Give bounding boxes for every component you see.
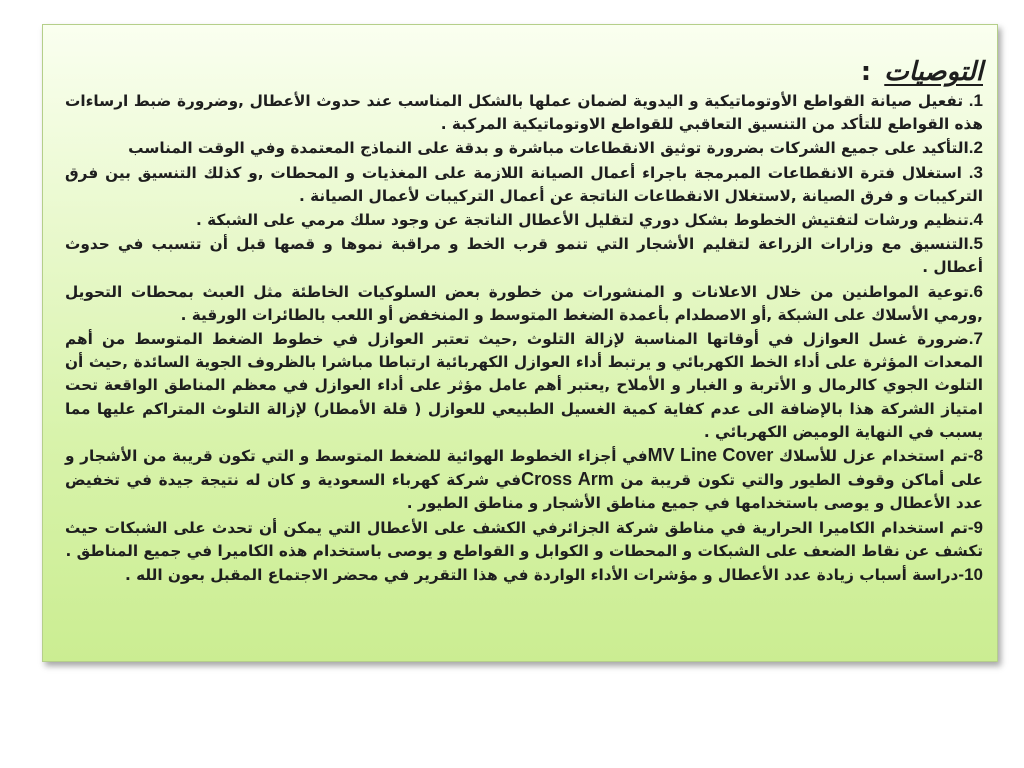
recommendation-10 [65,563,983,587]
item-text: تم استخدام الكاميرا الحرارية في مناطق شركة الجزائرفي الكشف على الأعطال التي يمكن أن تحدث على الشبكات حيث تكشف عن نقاط الضعف على الشبكات و المحطات و الكوابل و القواطع و يوصى باستخدام هذه الكاميرا في جميع المناطق . [65,518,983,560]
title-colon: : [860,57,872,87]
item-number: 3. [968,162,983,182]
title-text: التوصيات [884,57,983,87]
slide-content [65,55,983,587]
item-text: تم استخدام عزل للأسلاك [773,447,968,466]
item-text: التأكيد على جميع الشركات بضرورة توثيق الانقطاعات مباشرة و بدقة على النماذج المعتمدة وفي الوقت المناسب [128,139,969,158]
item-latin-term: Cross Arm [521,469,614,490]
recommendation-4 [65,208,983,232]
item-number: 1. [968,91,983,110]
item-text: دراسة أسباب زيادة عدد الأعطال و مؤشرات الأداء الواردة في هذا التقرير في محضر الاجتماع المقبل بعون الله . [124,566,959,585]
recommendation-7 [65,327,983,444]
recommendation-9 [65,516,983,563]
item-number: 6. [968,281,983,301]
item-number: 5. [968,234,983,254]
slide [42,24,998,662]
recommendation-2 [65,136,983,160]
item-number: 9- [967,517,983,537]
item-text: في شركة كهرباء السعودية و كان له نتيجة جيدة في تخفيض عدد الأعطال و يوصى باستخدامها في جميع مناطق الأشجار و مناطق الطيور . [65,471,983,513]
recommendation-8 [65,444,983,516]
item-text: ضرورة غسل العوازل في أوقاتها المناسبة لإزالة التلوث ,حيث تعتبر العوازل في خطوط الضغط المتوسط من أهم المعدات المؤثرة على أداء الخط الكهربائي و يرتبط أداء العوازل الكهربائية ارتباطا مباشرا بالظروف الجوية السائدة ,حيث أن التلوث الجوي كالرمال و الأتربة و الغبار و الأملاح ,يعتبر أهم عامل مؤثر على أداء العوازل في معظم المناطق الواقعة تحت امتياز الشركة هذا بالإضافة الى عدم كفاية كمية الغسيل الطبيعي للعوازل ( قلة الأمطار) لإزالة التلوث المتراكم عليها مما يسبب في النهاية الوميض الكهربائي . [65,330,983,441]
item-text: التنسيق مع وزارات الزراعة لتقليم الأشجار التي تنمو قرب الخط و مراقبة نموها و قصها قبل أن تتسبب في حدوث أعطال . [65,235,983,277]
recommendation-1 [65,89,983,136]
recommendation-5 [65,232,983,279]
item-number: 2. [968,138,983,158]
item-text: تفعيل صيانة القواطع الأوتوماتيكية و اليدوية لضمان عملها بالشكل المناسب عند حدوث الأعطال ,وضرورة ضبط ارساءات هذه القواطع للتأكد من التنسيق التعاقبي للقواطع الاوتوماتيكية المركبة . [65,92,983,134]
item-number: 10- [958,565,983,585]
item-text: توعية المواطنين من خلال الاعلانات و المنشورات من خطورة بعض السلوكيات الخاطئة مثل العبث بمحطات التحويل ,ورمي الأسلاك على الشبكة ,أو الاصطدام بأعمدة الضغط المتوسط و المنخفض أو اللعب بالطائرات الورقية . [65,282,983,324]
item-number: 7. [968,329,983,349]
item-text: في أجزاء الخطوط الهوائية للضغط المتوسط و التي تكون قريبة من الأشجار و على أماكن وقوف الطيور والتي تكون قريبة من [65,447,983,490]
item-text: تنظيم ورشات لتفتيش الخطوط بشكل دوري لتقليل الأعطال الناتجة عن وجود سلك مرمي على الشبكة . [196,211,969,230]
item-text: استغلال فترة الانقطاعات المبرمجة باجراء أعمال الصيانة اللازمة على المغذيات و المحطات ,و كذلك التنسيق بين فرق التركيبات و فرق الصيانة ,لاستغلال الانقطاعات الناتجة عن أعمال التركيبات لأعمال الصيانة . [65,163,983,205]
slide-title [65,55,983,89]
item-number: 8- [967,446,983,466]
item-latin-term: MV Line Cover [647,445,774,466]
item-number: 4. [968,210,983,230]
recommendation-6 [65,280,983,327]
recommendation-3 [65,161,983,208]
